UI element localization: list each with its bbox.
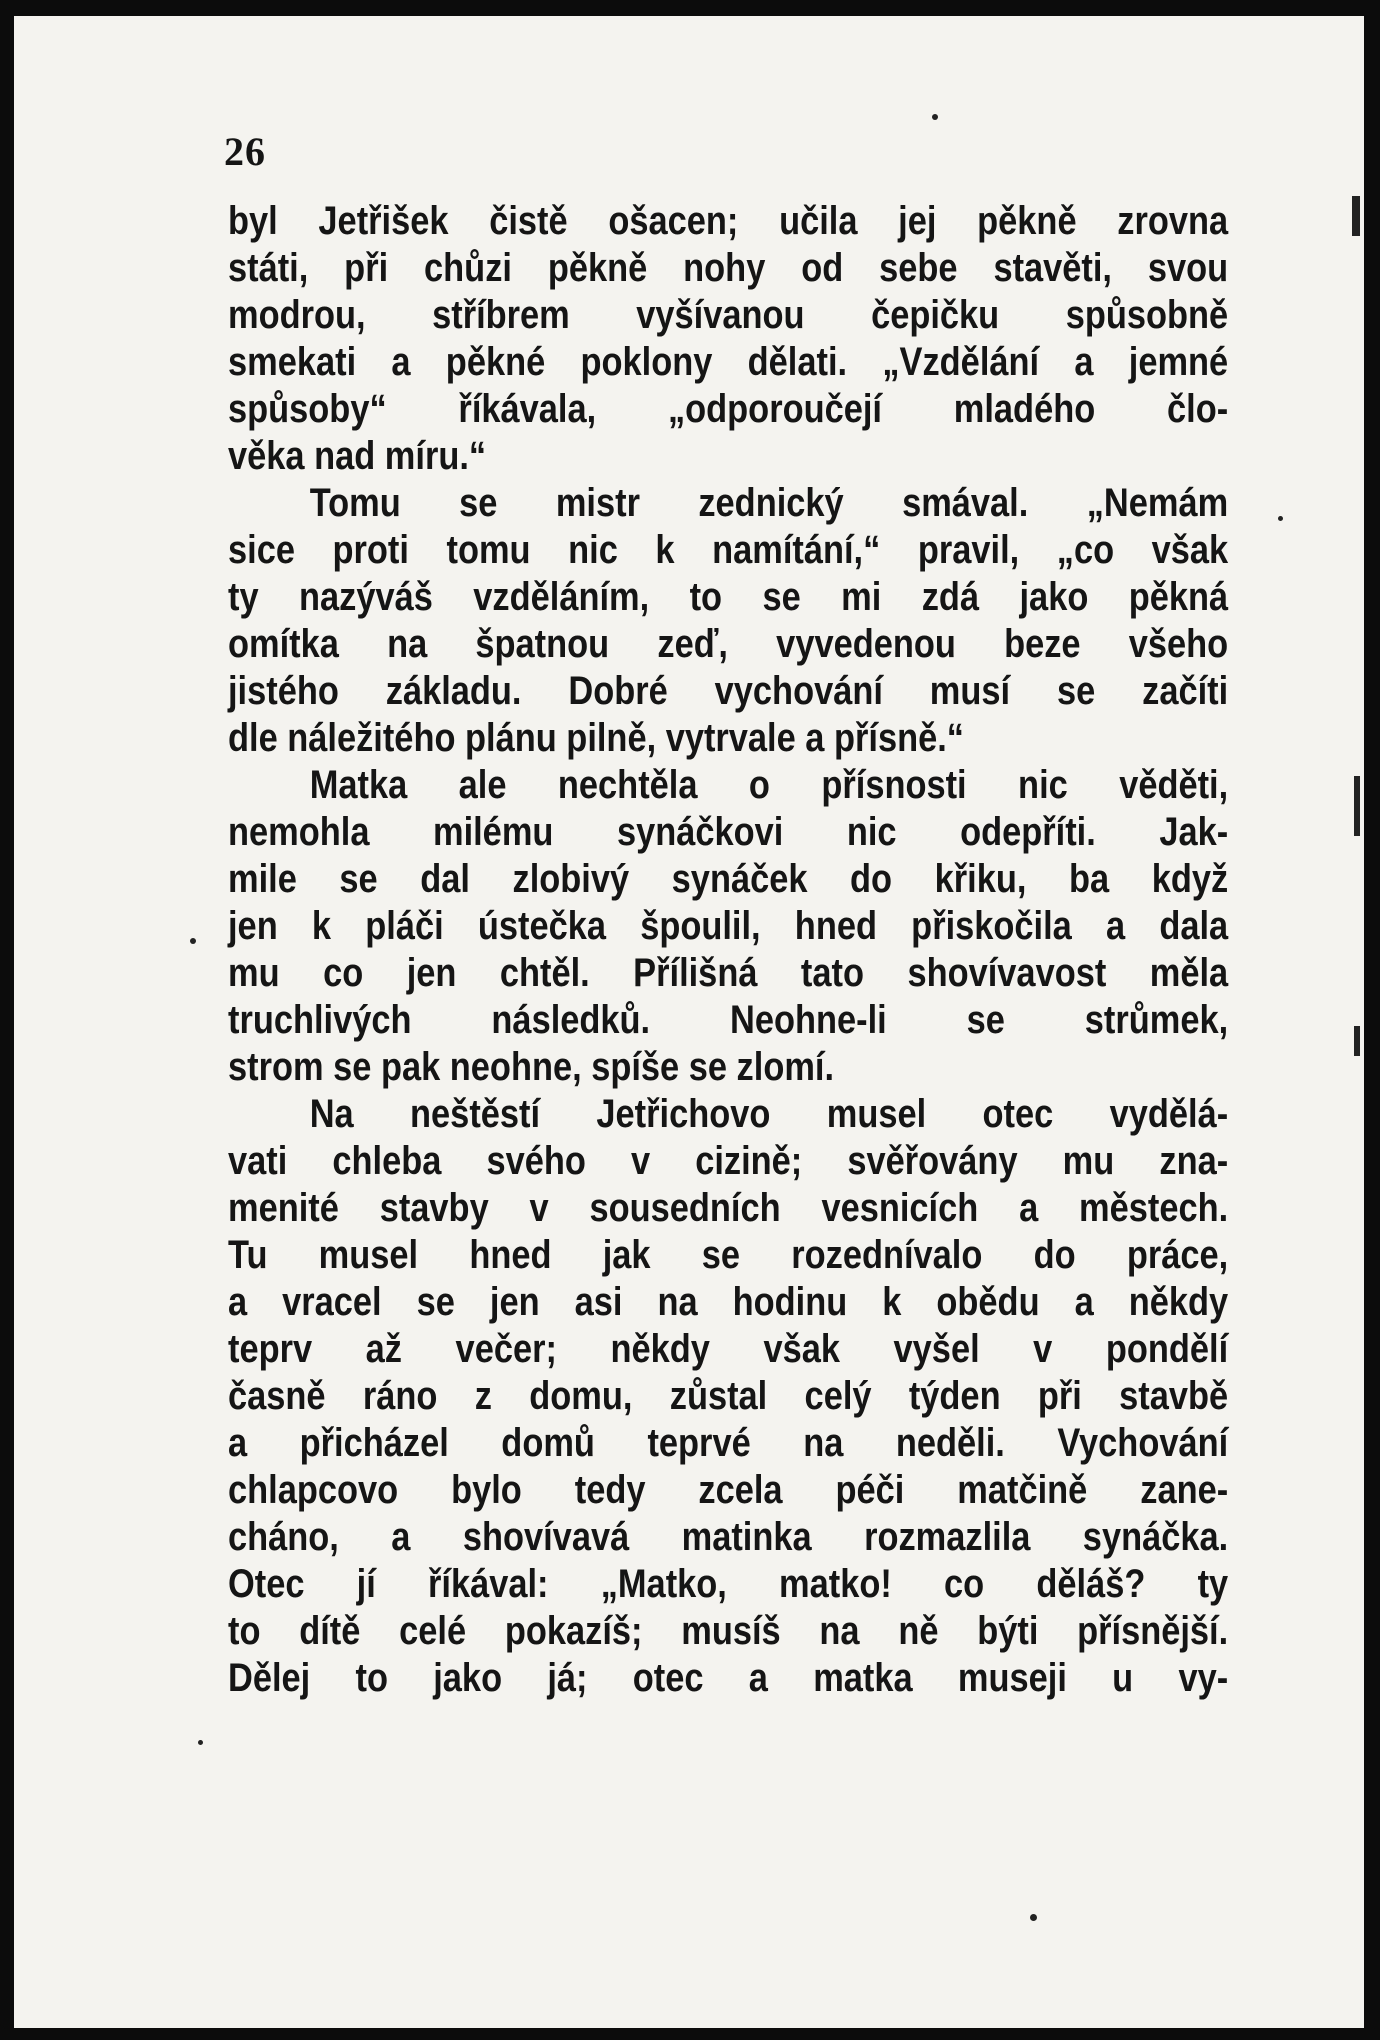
- scan-speck: [932, 114, 938, 120]
- text-line: Na neštěstí Jetřichovo musel otec vydělá-: [309, 1092, 1229, 1136]
- text-line: Otec jí říkával: „Matko, matko! co děláš? ty: [228, 1562, 1229, 1606]
- text-line: Matka ale nechtěla o přísnosti nic věděti,: [309, 763, 1229, 807]
- text-line: chlapcovo bylo tedy zcela péči matčině zane-: [228, 1468, 1229, 1512]
- text-line: ty nazýváš vzděláním, to se mi zdá jako pěkná: [228, 575, 1229, 619]
- page-number: 26: [224, 129, 266, 174]
- text-line: strom se pak neohne, spíše se zlomí.: [228, 1045, 835, 1089]
- text-line: dle náležitého plánu pilně, vytrvale a přísně.“: [228, 716, 964, 760]
- text-line: jen k pláči ústečka špoulil, hned přiskočila a dala: [228, 904, 1229, 948]
- scan-edge-mark: [1352, 196, 1360, 236]
- text-line: omítka na špatnou zeď, vyvedenou beze všeho: [228, 622, 1229, 666]
- book-page: [14, 16, 1364, 2028]
- text-line: cháno, a shovívavá matinka rozmazlila synáčka.: [228, 1515, 1229, 1559]
- text-line: teprv až večer; někdy však vyšel v pondělí: [228, 1327, 1229, 1371]
- text-line: Tu musel hned jak se rozednívalo do práce,: [228, 1233, 1229, 1277]
- scan-edge-mark: [1354, 776, 1360, 836]
- text-line: modrou, stříbrem vyšívanou čepičku spůsobně: [228, 293, 1229, 337]
- text-line: věka nad míru.“: [228, 434, 487, 478]
- text-line: spůsoby“ říkávala, „odporoučejí mladého člo-: [228, 387, 1229, 431]
- text-line: a vracel se jen asi na hodinu k obědu a někdy: [228, 1280, 1229, 1324]
- text-line: sice proti tomu nic k namítání,“ pravil, „co však: [228, 528, 1229, 572]
- text-line: časně ráno z domu, zůstal celý týden při stavbě: [228, 1374, 1229, 1418]
- scan-speck: [190, 938, 196, 944]
- text-line: mu co jen chtěl. Přílišná tato shovívavost měla: [228, 951, 1229, 995]
- text-line: smekati a pěkné poklony dělati. „Vzdělání a jemné: [228, 340, 1229, 384]
- body-text: [228, 198, 1228, 1702]
- text-line: jistého základu. Dobré vychování musí se začíti: [228, 669, 1229, 713]
- text-line: nemohla milému synáčkovi nic odepříti. Jak-: [228, 810, 1229, 854]
- scan-speck: [198, 1740, 203, 1745]
- scan-edge-mark: [1354, 1026, 1360, 1056]
- scan-speck: [1278, 516, 1283, 521]
- scan-speck: [1030, 1914, 1037, 1921]
- text-line: státi, při chůzi pěkně nohy od sebe stavěti, svou: [228, 246, 1229, 290]
- text-line: Tomu se mistr zednický smával. „Nemám: [309, 481, 1229, 525]
- text-line: truchlivých následků. Neohne-li se strůmek,: [228, 998, 1229, 1042]
- text-line: to dítě celé pokazíš; musíš na ně býti přísnější.: [228, 1609, 1229, 1653]
- text-line: mile se dal zlobivý synáček do křiku, ba když: [228, 857, 1229, 901]
- text-line: a přicházel domů teprvé na neděli. Vychování: [228, 1421, 1229, 1465]
- text-line: byl Jetřišek čistě ošacen; učila jej pěkně zrovna: [228, 199, 1229, 243]
- text-line: Dělej to jako já; otec a matka museji u vy-: [228, 1656, 1229, 1700]
- text-line: menité stavby v sousedních vesnicích a městech.: [228, 1186, 1229, 1230]
- text-line: vati chleba svého v cizině; svěřovány mu zna-: [228, 1139, 1229, 1183]
